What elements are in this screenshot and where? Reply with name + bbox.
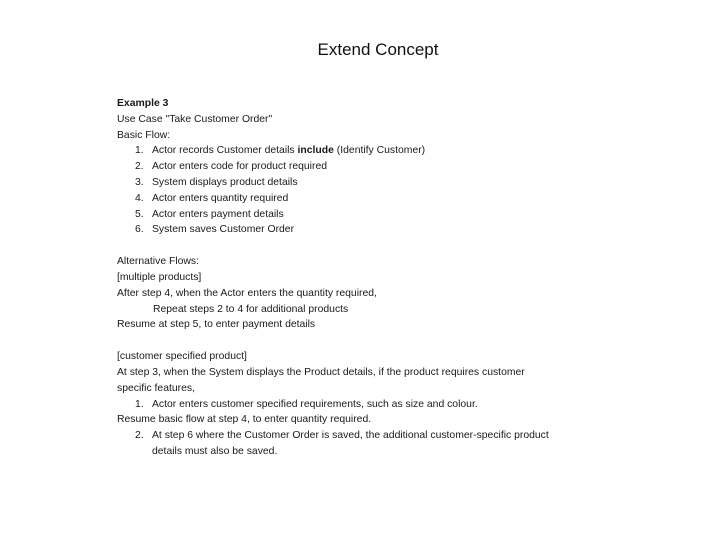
step-text: Actor enters payment details [152, 208, 284, 220]
alt-flow-name: [multiple products] [117, 271, 202, 283]
basic-flow-step [117, 175, 587, 191]
basic-flow-step [117, 143, 587, 159]
step-number: 4. [135, 192, 144, 204]
step-text: Actor enters customer specified requirements, such as size and colour. [152, 398, 478, 410]
step-number: 6. [135, 224, 144, 236]
alt-flow-resume: Resume basic flow at step 4, to enter quantity required. [117, 414, 372, 426]
step-text: Actor enters code for product required [152, 161, 328, 173]
basic-flow-step [117, 207, 587, 223]
alt-flow-resume: Resume at step 5, to enter payment details [117, 319, 316, 331]
slide-title: Extend Concept [317, 40, 439, 59]
step-number: 5. [135, 208, 144, 220]
step-number: 1. [135, 398, 144, 410]
alt-flow-trigger: At step 3, when the System displays the Product details, if the product requires customer specific features, [117, 366, 525, 394]
step-number: 2. [135, 161, 144, 173]
step-text: System saves Customer Order [152, 224, 295, 236]
example-heading: Example 3 [117, 98, 169, 109]
basic-flow-step [117, 191, 587, 207]
step-text: At step 6 where the Customer Order is saved, the additional customer-specific product details must also be saved. [152, 430, 549, 457]
alt-flow-step [117, 397, 587, 413]
step-number: 1. [135, 145, 144, 157]
step-number: 2. [135, 430, 144, 442]
alt-flow-trigger: After step 4, when the Actor enters the quantity required, [117, 287, 377, 299]
alt-flows-label: Alternative Flows: [117, 256, 199, 268]
step-number: 3. [135, 176, 144, 188]
basic-flow-label: Basic Flow: [117, 129, 171, 141]
step-text: System displays product details [152, 176, 298, 188]
step-text: Actor enters quantity required [152, 192, 289, 204]
alt-flow-action: Repeat steps 2 to 4 for additional products [153, 303, 349, 315]
alt-flow-step [117, 428, 587, 460]
slide-body [117, 96, 587, 460]
alt-flow-name: [customer specified product] [117, 351, 247, 363]
step-text: Actor records Customer details include (Identify Customer) [152, 145, 426, 157]
use-case-line: Use Case "Take Customer Order" [117, 113, 273, 125]
basic-flow-step [117, 159, 587, 175]
include-keyword: include [297, 145, 334, 157]
spacer [117, 238, 587, 254]
basic-flow-step [117, 222, 587, 238]
spacer [117, 333, 587, 349]
